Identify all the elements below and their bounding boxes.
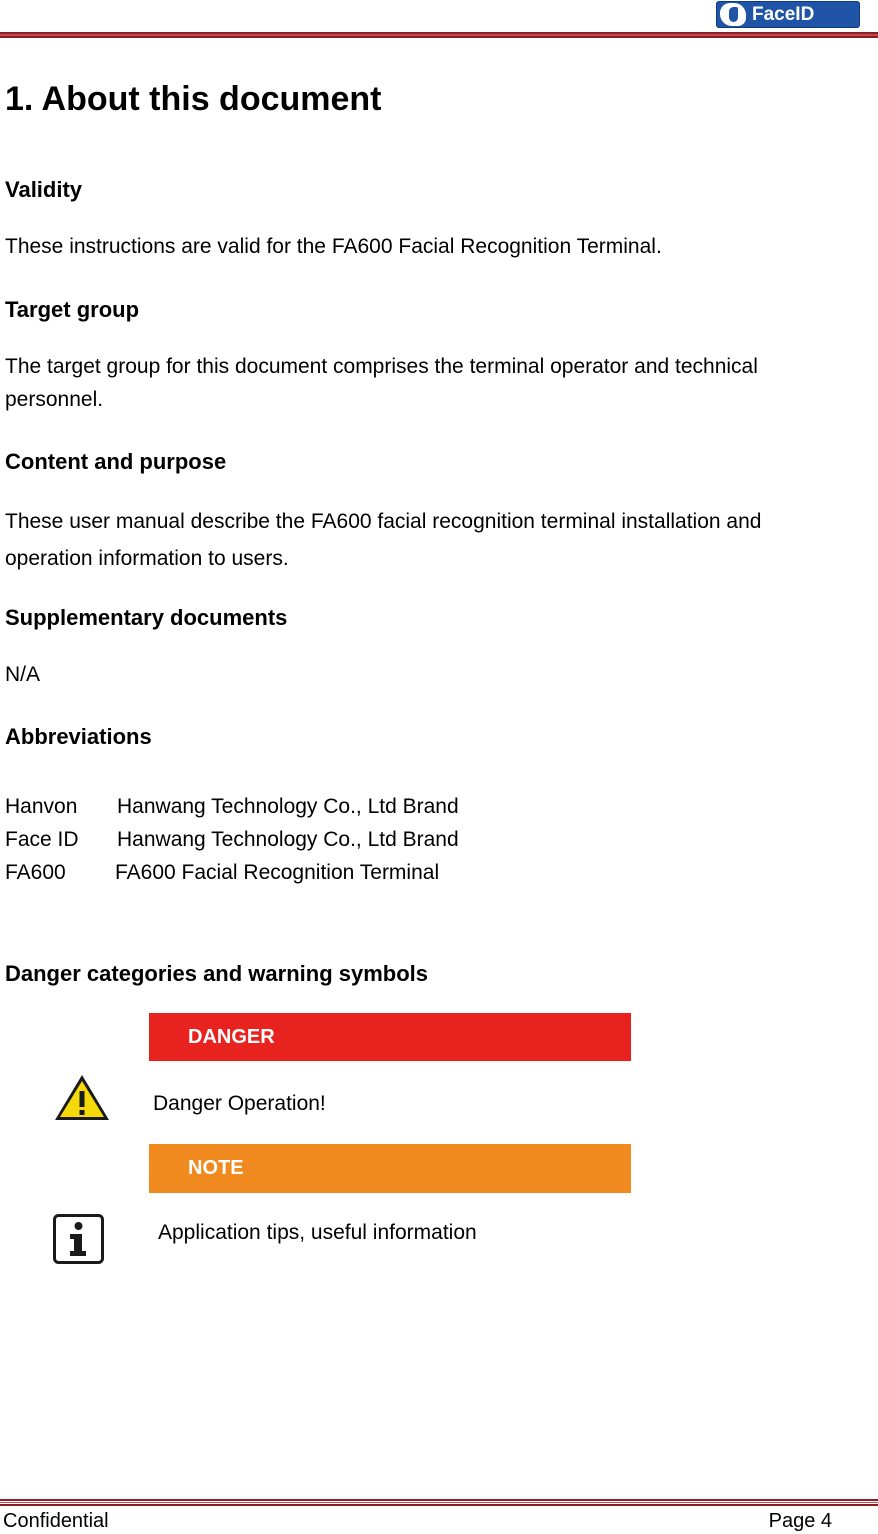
danger-description: Danger Operation! (153, 1092, 326, 1115)
danger-categories-heading: Danger categories and warning symbols (5, 961, 429, 986)
warning-triangle-icon (53, 1073, 111, 1123)
supplementary-body: N/A (5, 663, 41, 686)
content-purpose-heading: Content and purpose (5, 449, 227, 474)
page-title: 1. About this document (5, 80, 382, 118)
faceid-logo (716, 1, 860, 28)
abbreviation-meaning: Hanwang Technology Co., Ltd Brand (117, 828, 459, 851)
note-banner: NOTE (149, 1144, 631, 1193)
abbreviation-meaning: FA600 Facial Recognition Terminal (115, 861, 440, 884)
face-logo-icon (720, 3, 746, 26)
target-group-heading: Target group (5, 297, 140, 322)
note-description: Application tips, useful information (158, 1221, 477, 1244)
target-group-body: The target group for this document comprises the terminal operator and technical personnel. (5, 355, 758, 411)
footer-rule (0, 1499, 878, 1506)
content-purpose-body: These user manual describe the FA600 facial recognition terminal installation and operation information to users. (5, 510, 762, 570)
validity-body: These instructions are valid for the FA600 Facial Recognition Terminal. (5, 235, 662, 258)
abbreviation-term: FA600 (5, 861, 66, 884)
footer-page-number: Page 4 (768, 1510, 832, 1532)
danger-banner: DANGER (149, 1013, 631, 1061)
footer-confidential: Confidential (3, 1510, 109, 1532)
validity-heading: Validity (5, 177, 83, 202)
abbreviation-term: Face ID (5, 828, 79, 851)
logo-text: FaceID (752, 4, 815, 25)
supplementary-heading: Supplementary documents (5, 605, 288, 630)
abbreviation-meaning: Hanwang Technology Co., Ltd Brand (117, 795, 459, 818)
abbreviation-term: Hanvon (5, 795, 78, 818)
header-rule (0, 32, 878, 38)
abbreviations-heading: Abbreviations (5, 724, 152, 749)
info-icon (53, 1214, 104, 1264)
